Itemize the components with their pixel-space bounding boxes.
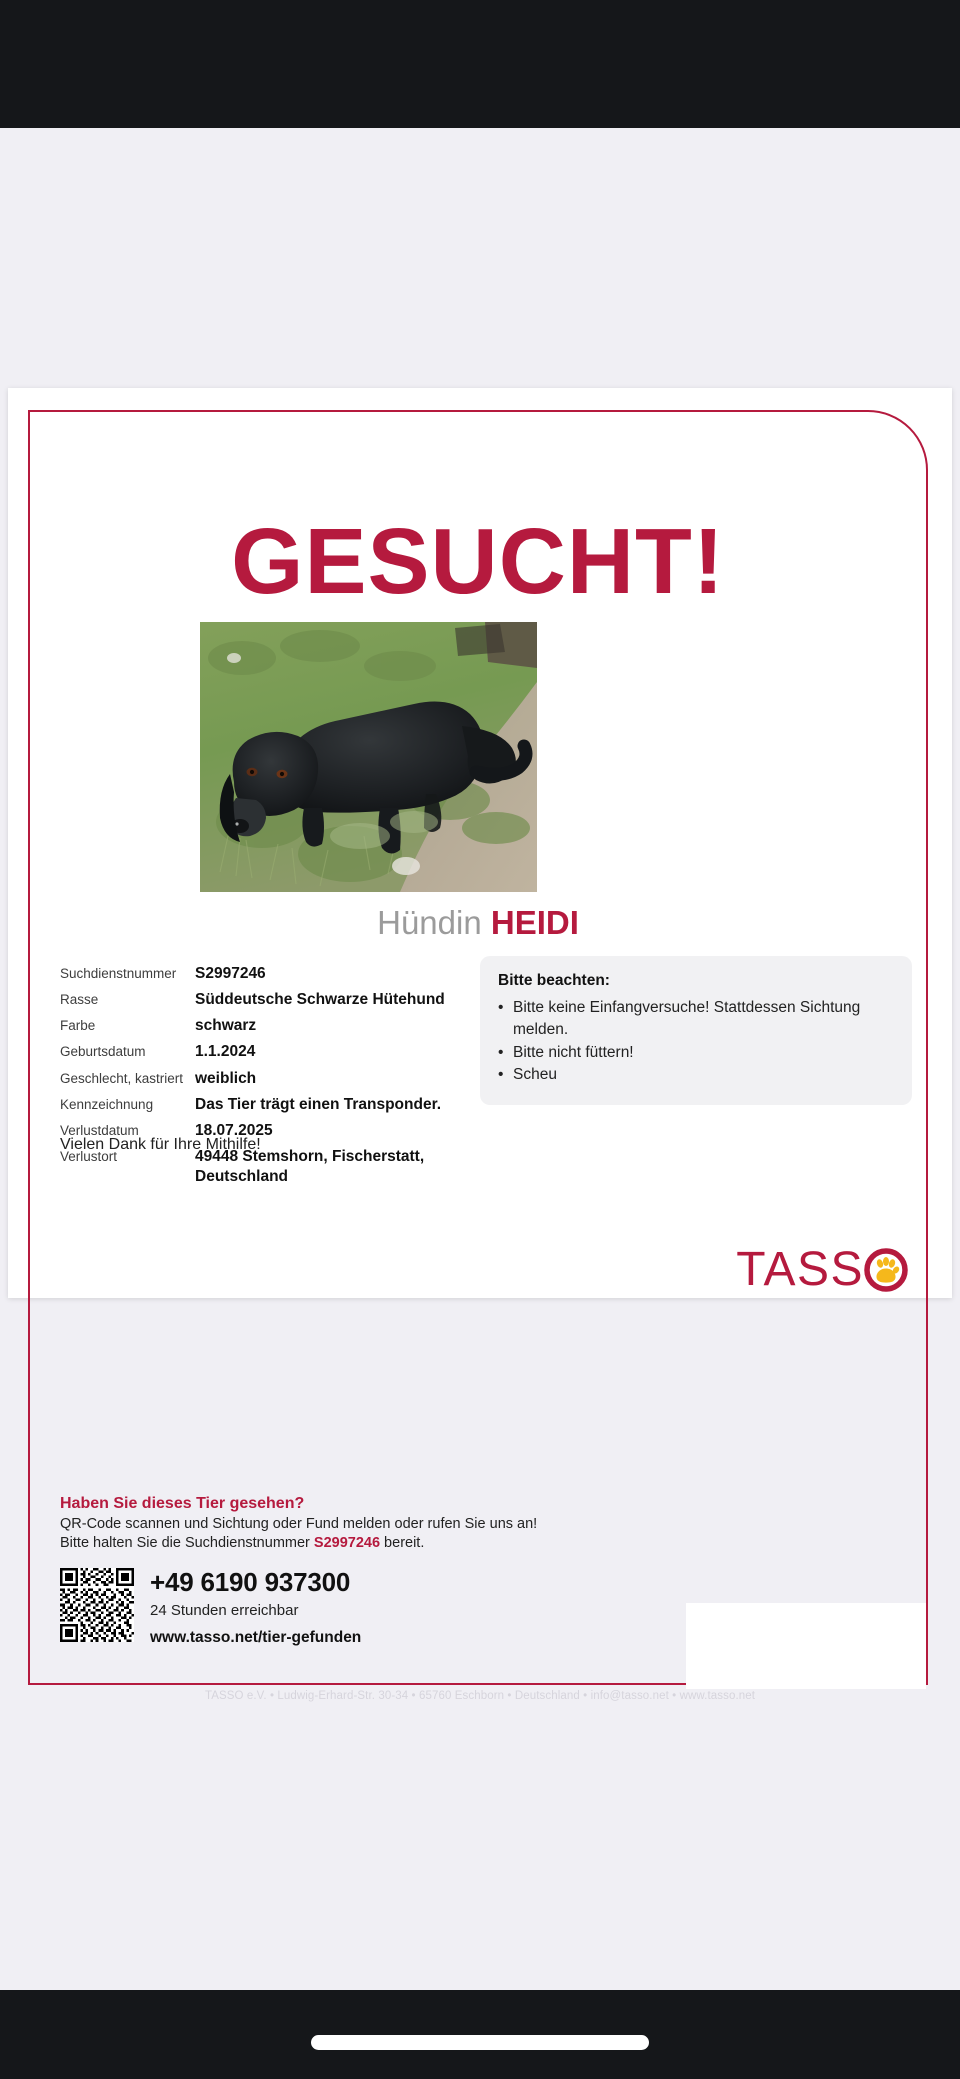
call-to-action — [60, 1495, 620, 1553]
detail-value: Süddeutsche Schwarze Hütehund — [195, 991, 445, 1009]
detail-value: 18.07.2025 — [195, 1121, 273, 1139]
pet-sex-label: Hündin — [377, 904, 482, 941]
list-item: • Bitte nicht füttern! — [498, 1042, 894, 1064]
availability-text: 24 Stunden erreichbar — [150, 1602, 299, 1620]
contact-block — [60, 1568, 361, 1647]
poster-content — [28, 410, 928, 1647]
tasso-logo — [736, 1243, 910, 1296]
cta-title: Haben Sie dieses Tier gesehen? — [60, 1495, 305, 1512]
detail-value: 1.1.2024 — [195, 1043, 256, 1061]
table-row — [60, 990, 480, 1010]
cta-line-1: QR-Code scannen und Sichtung oder Fund melden oder rufen Sie uns an! — [60, 1516, 538, 1532]
detail-label: Farbe — [60, 1018, 96, 1034]
frame-logo-mask — [686, 1603, 926, 1689]
pet-name-heading — [28, 906, 928, 939]
footer-imprint: TASSO e.V. • Ludwig-Erhard-Str. 30-34 • 65760 Eschborn • Deutschland • info@tasso.net • www.tasso.net — [204, 1690, 756, 1702]
contact-text — [150, 1568, 361, 1647]
list-item: • Bitte keine Einfangversuche! Stattdessen Sichtung melden. — [498, 997, 894, 1042]
detail-label: Geburtsdatum — [60, 1044, 146, 1060]
qr-code-image — [60, 1568, 134, 1642]
detail-value: weiblich — [195, 1069, 257, 1087]
tasso-wordmark: TASS — [736, 1243, 864, 1296]
cta-search-number: S2997246 — [313, 1535, 381, 1552]
table-row — [60, 1069, 480, 1089]
detail-label: Verlustdatum — [60, 1122, 139, 1138]
page-title: GESUCHT! — [231, 509, 725, 613]
table-row — [60, 1016, 480, 1036]
table-row — [60, 964, 480, 984]
status-bar — [0, 0, 960, 128]
pet-name-label: HEIDI — [490, 904, 579, 941]
detail-value: 49448 Stemshorn, Fischerstatt, Deutschland — [195, 1147, 425, 1186]
cta-line-2-pre: Bitte halten Sie die Suchdienstnummer — [60, 1535, 314, 1552]
cta-line-2-post: bereit. — [380, 1535, 425, 1552]
pet-photo — [200, 622, 537, 892]
thanks-text: Vielen Dank für Ihre Mithilfe! — [60, 1136, 261, 1153]
phone-number[interactable]: +49 6190 937300 — [150, 1567, 351, 1597]
table-row — [60, 1095, 480, 1115]
cta-line-2 — [60, 1534, 620, 1553]
detail-value: schwarz — [195, 1017, 257, 1035]
detail-label: Verlustort — [60, 1148, 118, 1164]
qr-code-icon[interactable] — [60, 1568, 134, 1642]
list-item: • Scheu — [498, 1064, 894, 1086]
detail-label: Geschlecht, kastriert — [60, 1070, 184, 1086]
detail-label: Kennzeichnung — [60, 1096, 154, 1112]
notice-list — [498, 997, 894, 1087]
detail-label: Rasse — [60, 992, 99, 1008]
detail-value: Das Tier trägt einen Transponder. — [195, 1095, 442, 1113]
table-row — [60, 1042, 480, 1062]
website-link[interactable]: www.tasso.net/tier-gefunden — [150, 1629, 362, 1647]
notice-title: Bitte beachten: — [498, 972, 610, 989]
detail-value: S2997246 — [195, 965, 266, 982]
home-indicator[interactable] — [311, 2035, 649, 2050]
notice-box — [480, 956, 912, 1105]
poster-document — [8, 388, 952, 1702]
detail-label: Suchdienstnummer — [60, 966, 177, 981]
paw-in-ring-icon — [862, 1246, 910, 1294]
pet-details-table — [60, 964, 480, 1193]
pet-photo-image — [200, 622, 537, 892]
